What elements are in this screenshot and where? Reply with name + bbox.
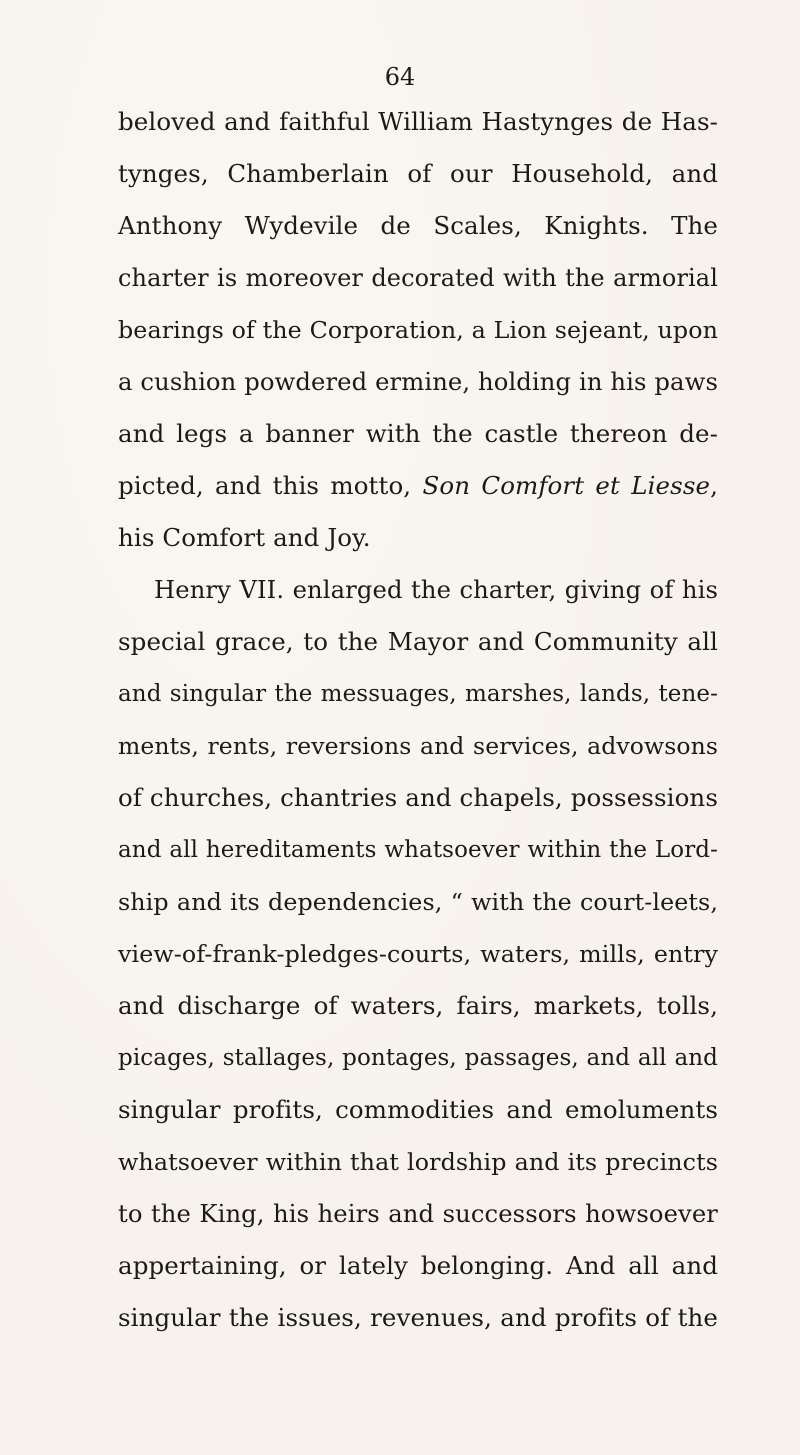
text-segment: and legs a banner with the castle thereon de- [118, 419, 718, 448]
text-line [118, 1188, 718, 1240]
text-line [118, 1032, 718, 1084]
text-line [118, 356, 718, 408]
text-line [118, 1084, 718, 1136]
text-line [118, 148, 718, 200]
text-line [118, 96, 718, 148]
text-segment: to the King, his heirs and successors howsoever [118, 1199, 718, 1228]
motto-italic: Son Comfort et Liesse [422, 471, 711, 500]
text-segment: charter is moreover decorated with the armorial [118, 264, 718, 292]
text-line [118, 1292, 718, 1344]
text-segment: his Comfort and Joy. [118, 523, 371, 552]
text-segment: picages, stallages, pontages, passages, and all and [118, 1045, 718, 1071]
text-segment: and all hereditaments whatsoever within the Lord- [118, 837, 718, 863]
text-line [118, 304, 718, 356]
text-segment: ship and its dependencies, “ with the court-leets, [118, 888, 718, 916]
text-line-paragraph-end [118, 512, 718, 564]
text-segment: Henry VII. enlarged the charter, giving of his [154, 575, 718, 604]
text-segment: Anthony Wydevile de Scales, Knights. The [118, 211, 718, 240]
body-text [118, 96, 718, 1344]
text-segment: beloved and faithful William Hastynges de Has- [118, 107, 718, 136]
text-segment: picted, and this motto, [118, 471, 423, 500]
text-line [118, 252, 718, 304]
text-line [118, 1240, 718, 1292]
text-segment: singular profits, commodities and emoluments [118, 1095, 718, 1124]
page-number: 64 [384, 63, 416, 91]
text-segment: ments, rents, reversions and services, advowsons [118, 732, 718, 760]
text-segment: singular the issues, revenues, and profits of the [118, 1303, 718, 1332]
text-segment: , [710, 471, 718, 500]
text-line [118, 408, 718, 460]
text-segment: tynges, Chamberlain of our Household, and [118, 159, 718, 188]
text-segment: view-of-frank-pledges-courts, waters, mills, entry [118, 940, 718, 968]
text-segment: whatsoever within that lordship and its precincts [118, 1148, 718, 1176]
text-line [118, 668, 718, 720]
text-line [118, 772, 718, 824]
text-segment: appertaining, or lately belonging. And all and [118, 1251, 718, 1280]
text-line [118, 876, 718, 928]
text-line [118, 720, 718, 772]
text-segment: and discharge of waters, fairs, markets, tolls, [118, 991, 718, 1020]
text-line [118, 980, 718, 1032]
text-segment: a cushion powdered ermine, holding in his paws [118, 367, 718, 396]
text-line [118, 616, 718, 668]
text-segment: and singular the messuages, marshes, lands, tene- [118, 681, 718, 707]
text-segment: special grace, to the Mayor and Community all [118, 627, 718, 656]
text-line-paragraph-start [118, 564, 718, 616]
text-line [118, 1136, 718, 1188]
text-segment: of churches, chantries and chapels, possessions [118, 783, 718, 812]
text-line [118, 928, 718, 980]
text-segment: bearings of the Corporation, a Lion sejeant, upon [118, 316, 718, 344]
text-line [118, 460, 718, 512]
text-line [118, 824, 718, 876]
text-line [118, 200, 718, 252]
